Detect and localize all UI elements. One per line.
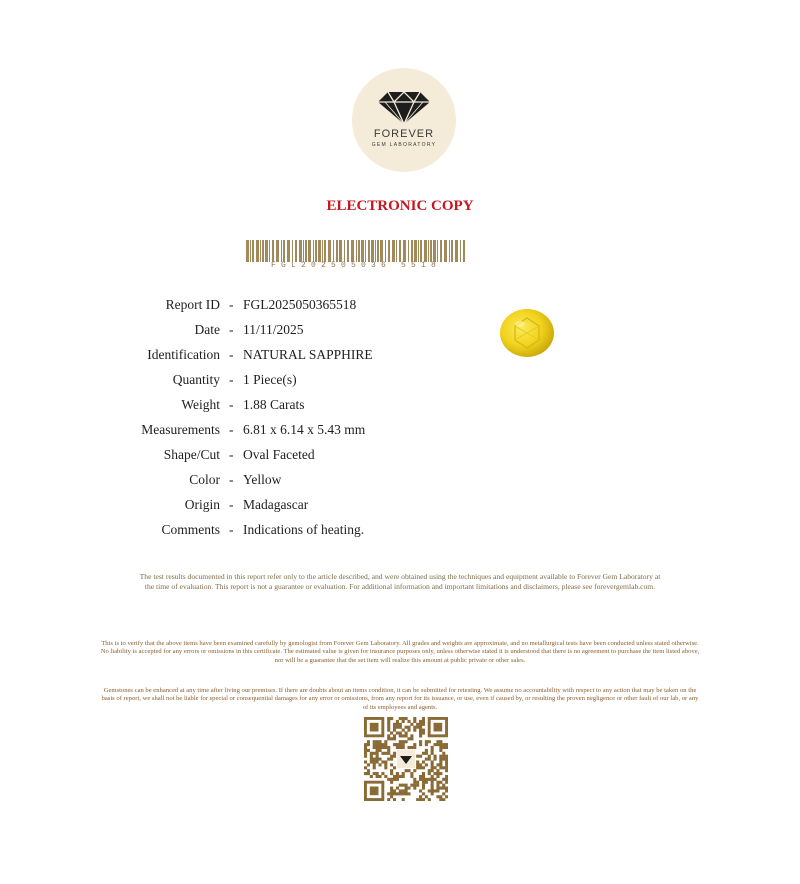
detail-label: Origin [184, 497, 220, 512]
detail-value: NATURAL SAPPHIRE [243, 347, 373, 362]
detail-separator: - [229, 397, 234, 412]
detail-label: Comments [161, 522, 220, 537]
enhancement-liability-statement: Gemstones can be enhanced at any time after living our premises. If there are doubts about an items condition, it can be submitted for retesting. We assume no accountability with respect to any action that may be taken on the basis of report, we shall not be liable for special or consequential damages for any error or omissions, from any report for its issuance, or use, even if caused by, or resulting the proven negligence or other fault of our lab, or any of its employees and agents. [101, 687, 699, 711]
detail-value: FGL2025050365518 [243, 297, 357, 312]
detail-value: Yellow [243, 472, 282, 487]
detail-separator: - [229, 322, 234, 337]
detail-label: Date [194, 322, 220, 337]
detail-value: 11/11/2025 [243, 322, 304, 337]
detail-separator: - [229, 447, 234, 462]
barcode-number: FGL202505036 5518 [270, 261, 441, 270]
detail-separator: - [229, 372, 234, 387]
verification-qr-code[interactable] [364, 717, 448, 801]
detail-label: Color [189, 472, 220, 487]
logo-brand: FOREVER [373, 128, 435, 140]
detail-separator: - [229, 347, 234, 362]
detail-value: 1.88 Carats [243, 397, 305, 412]
verification-statement: This is to verify that the above items have been examined carefully by gemologist from Forever Gem Laboratory. All grades and weights are approximate, and no metallurgical tests have been conducted unless stated otherwise. No liability is accepted for any errors or omissions in this certificate. The estimated value is given for insurance purposes only, unless otherwise stated it is understood that there is no agreement to purchase the item listed above, nor will be a guarantee that the set item will realize this amount at public private or other sales. [100, 640, 700, 664]
detail-separator: - [229, 422, 234, 437]
detail-value: Madagascar [243, 497, 309, 512]
detail-separator: - [229, 297, 234, 312]
logo-subtitle: GEM LABORATORY [371, 142, 437, 148]
detail-value: 6.81 x 6.14 x 5.43 mm [243, 422, 366, 437]
gemstone-photo [499, 308, 555, 358]
detail-label: Identification [147, 347, 220, 362]
detail-label: Weight [181, 397, 220, 412]
detail-value: Oval Faceted [243, 447, 315, 462]
report-disclaimer: The test results documented in this report refer only to the article described, and were obtained using the techniques and equipment available to Forever Gem Laboratory at the time of evaluation. This report is not a guarantee or evaluation. For additional information and important limitations and disclaimers, please see forevergemlab.com. [139, 572, 661, 591]
detail-value: Indications of heating. [243, 522, 365, 537]
barcode [246, 240, 466, 262]
detail-value: 1 Piece(s) [243, 372, 297, 387]
detail-separator: - [229, 522, 234, 537]
diamond-icon [376, 90, 432, 126]
detail-label: Shape/Cut [163, 447, 220, 462]
detail-label: Quantity [172, 372, 220, 387]
electronic-copy-title: ELECTRONIC COPY [326, 198, 474, 214]
detail-separator: - [229, 497, 234, 512]
lab-logo [352, 68, 456, 172]
detail-label: Report ID [165, 297, 220, 312]
detail-separator: - [229, 472, 234, 487]
detail-label: Measurements [141, 422, 220, 437]
